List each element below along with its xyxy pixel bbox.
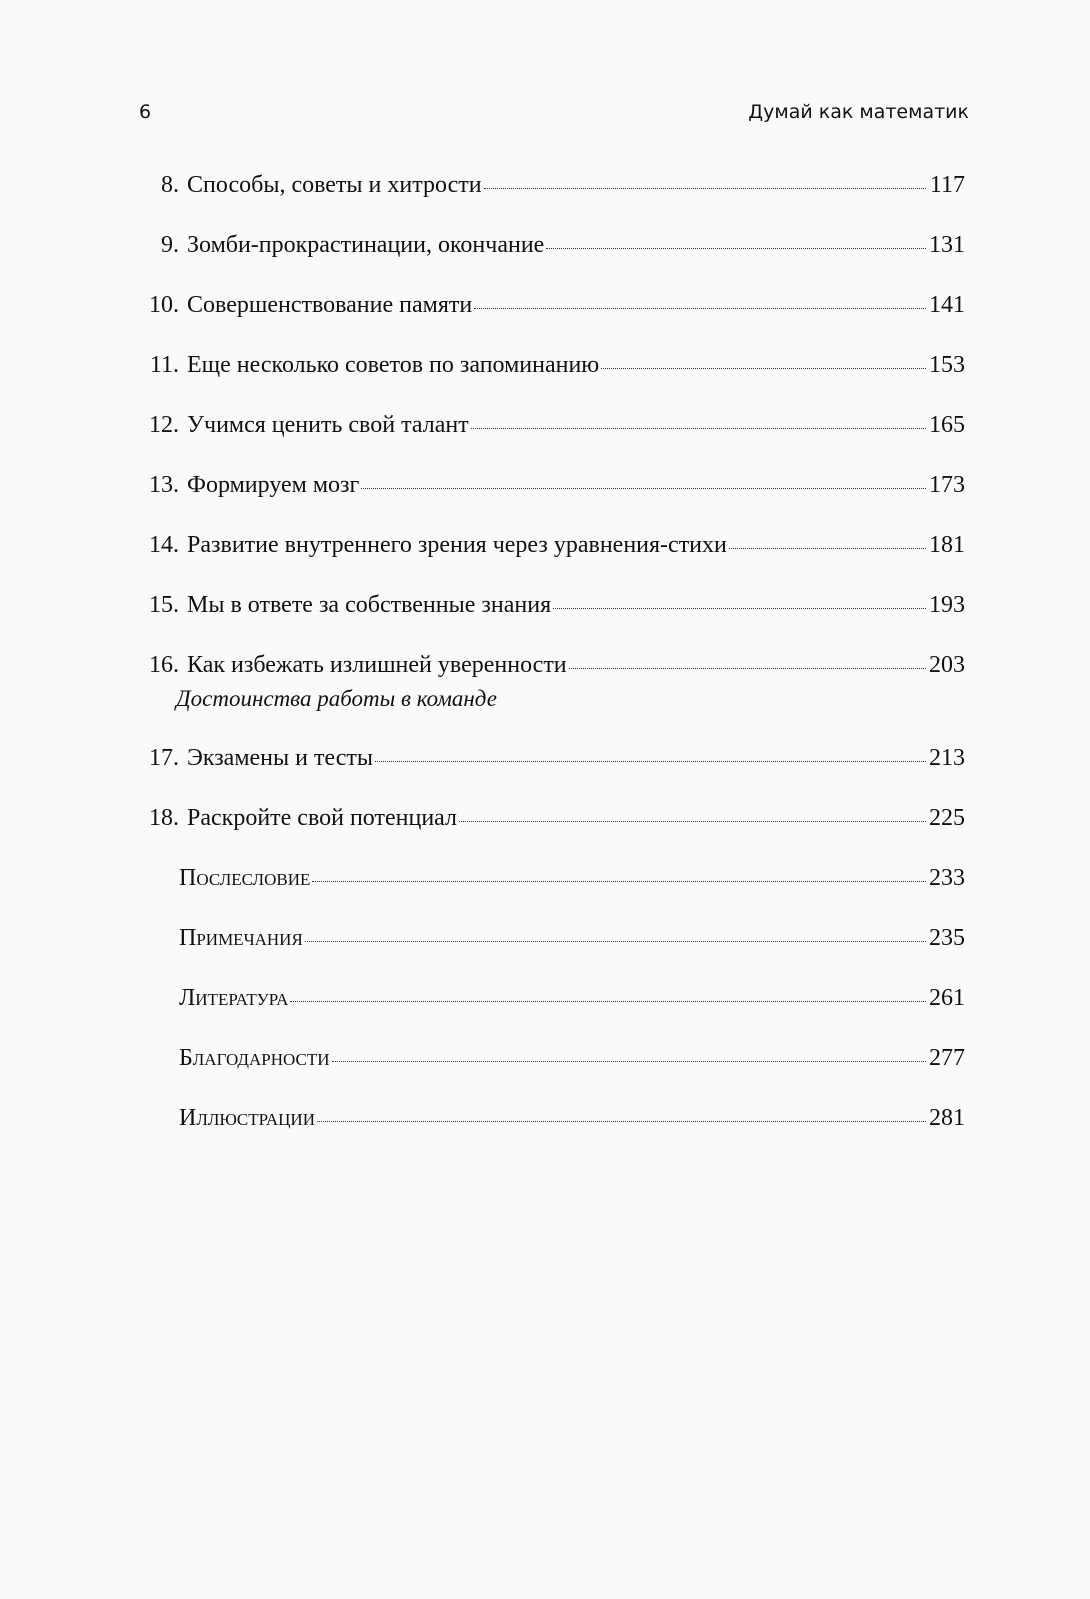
chapter-title: Мы в ответе за собственные знания: [187, 592, 552, 618]
toc-entry-chapter-17[interactable]: [139, 741, 965, 801]
dot-leader: [290, 1000, 926, 1002]
chapter-number: 12.: [149, 412, 179, 438]
back-matter-title: Благодарности: [179, 1045, 330, 1071]
toc-entry-chapter-13[interactable]: [139, 468, 965, 528]
toc-entry-chapter-10[interactable]: [139, 288, 965, 348]
back-matter-title: Иллюстрации: [179, 1105, 315, 1131]
chapter-title: Зомби-прокрастинации, окончание: [187, 232, 545, 258]
chapter-number: 11.: [149, 352, 179, 378]
dot-leader: [361, 487, 926, 489]
page-reference: 281: [929, 1105, 965, 1131]
page-reference: 277: [929, 1045, 965, 1071]
dot-leader: [484, 187, 926, 189]
page-reference: 233: [929, 865, 965, 891]
chapter-number: 13.: [149, 472, 179, 498]
chapter-number: 17.: [149, 745, 179, 771]
toc-entry-chapter-9[interactable]: [139, 228, 965, 288]
page-reference: 261: [929, 985, 965, 1011]
page-reference: 173: [929, 472, 965, 498]
back-matter-title: Послесловие: [179, 865, 311, 891]
chapter-number: 14.: [149, 532, 179, 558]
chapter-number: 8.: [161, 172, 179, 198]
toc-entry-chapter-16[interactable]: [139, 648, 965, 741]
chapter-title: Совершенствование памяти: [187, 292, 473, 318]
page-reference: 235: [929, 925, 965, 951]
page-number: 6: [139, 101, 152, 123]
dot-leader: [601, 367, 926, 369]
back-matter-title: Литература: [179, 985, 289, 1011]
page-reference: 153: [929, 352, 965, 378]
chapter-number: 16.: [149, 652, 179, 678]
toc-entry-chapter-15[interactable]: [139, 588, 965, 648]
toc-entry-afterword[interactable]: [139, 861, 965, 921]
toc-entry-chapter-12[interactable]: [139, 408, 965, 468]
dot-leader: [317, 1120, 926, 1122]
chapter-subtitle: Достоинства работы в команде: [176, 686, 497, 711]
book-title: Думай как математик: [748, 101, 969, 123]
toc-entry-chapter-14[interactable]: [139, 528, 965, 588]
page-reference: 193: [929, 592, 965, 618]
dot-leader: [312, 880, 926, 882]
back-matter-title: Примечания: [179, 925, 303, 951]
page-reference: 181: [929, 532, 965, 558]
dot-leader: [332, 1060, 926, 1062]
dot-leader: [553, 607, 926, 609]
chapter-number: 9.: [161, 232, 179, 258]
chapter-title: Как избежать излишней уверенности: [187, 652, 567, 678]
page-reference: 225: [929, 805, 965, 831]
page-reference: 213: [929, 745, 965, 771]
chapter-title: Формируем мозг: [187, 472, 360, 498]
page-reference: 131: [929, 232, 965, 258]
chapter-title: Способы, советы и хитрости: [187, 172, 482, 198]
toc-entry-chapter-18[interactable]: [139, 801, 965, 861]
toc-entry-notes[interactable]: [139, 921, 965, 981]
dot-leader: [474, 307, 926, 309]
chapter-number: 15.: [149, 592, 179, 618]
chapter-title: Еще несколько советов по запоминанию: [187, 352, 600, 378]
page-reference: 117: [929, 172, 965, 198]
toc-entry-illustrations[interactable]: [139, 1101, 965, 1161]
dot-leader: [471, 427, 926, 429]
table-of-contents: [139, 168, 965, 1161]
dot-leader: [459, 820, 926, 822]
dot-leader: [546, 247, 926, 249]
chapter-title: Раскройте свой потенциал: [187, 805, 457, 831]
chapter-title: Экзамены и тесты: [187, 745, 373, 771]
chapter-number: 10.: [149, 292, 179, 318]
dot-leader: [569, 667, 926, 669]
chapter-title: Развитие внутреннего зрения через уравнения-стихи: [187, 532, 727, 558]
chapter-title: Учимся ценить свой талант: [187, 412, 469, 438]
toc-entry-chapter-8[interactable]: [139, 168, 965, 228]
page-reference: 165: [929, 412, 965, 438]
dot-leader: [375, 760, 926, 762]
toc-entry-chapter-11[interactable]: [139, 348, 965, 408]
toc-entry-acknowledgements[interactable]: [139, 1041, 965, 1101]
dot-leader: [305, 940, 926, 942]
toc-entry-bibliography[interactable]: [139, 981, 965, 1041]
running-head: [139, 96, 969, 128]
page-reference: 203: [929, 652, 965, 678]
dot-leader: [729, 547, 926, 549]
chapter-number: 18.: [149, 805, 179, 831]
page-reference: 141: [929, 292, 965, 318]
